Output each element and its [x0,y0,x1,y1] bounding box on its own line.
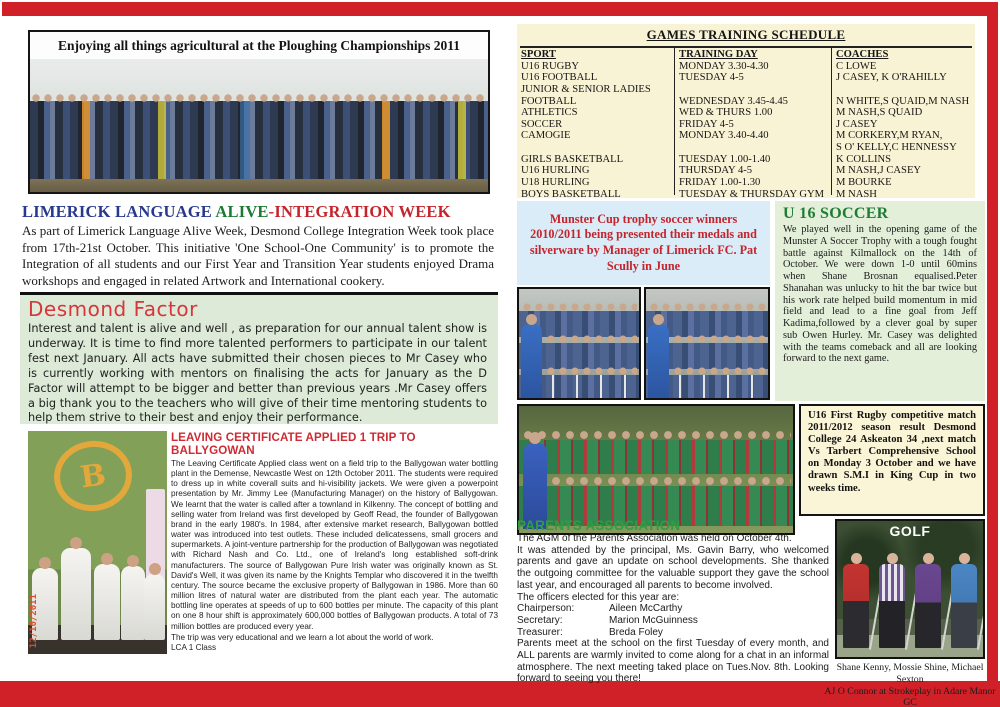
rugby-result-text: U16 First Rugby competitive match 2011/2012 season result Desmond College 24 Askeaton 34 ,next match Vs Tarbert Comprehensive School on Monday 3 October and we have drawn S.M.I in King Cup in two weeks time. [808,410,976,494]
ploughing-caption: Enjoying all things agricultural at the Ploughing Championships 2011 [30,32,488,59]
desmond-factor-title: Desmond Factor [28,297,198,321]
parents-agm-line: The AGM of the Parents Association was held on October 4th. [517,533,792,544]
desmond-factor-box [20,292,498,424]
title-part-integration: -INTEGRATION WEEK [268,202,451,221]
header-coaches: COACHES [836,49,889,60]
munster-cup-caption: Munster Cup trophy soccer winners 2010/2011 being presented their medals and silverware by Manager of Limerick FC. Pat Scully in June [529,211,758,273]
golf-label: GOLF [889,523,931,539]
officer-name: Aileen McCarthy [609,603,683,615]
team-scene [646,289,768,398]
officer-role: Secretary: [517,614,563,626]
coach-figure [521,324,542,398]
ploughing-photo [28,30,490,194]
rugby-result-box [799,404,985,516]
schedule-row: U16 FOOTBALL TUESDAY 4-5 J CASEY, K O'RAHILLY [521,72,947,84]
officer-name: Breda Foley [609,626,663,638]
officer-row [517,627,829,639]
rugby-team-photo [517,404,795,535]
crowd-scene [30,59,488,192]
golf-photo [835,519,985,659]
parents-paragraph: It was attended by the principal, Ms. Gavin Barry, who welcomed parents and gave an update on school developments. She thanked the outgoing committee for the valuable support they gave the school last year, and encouraged all parents to become involved. [517,544,829,591]
schedule-row: ATHLETICS WED & THURS 1.00 M NASH,S QUAID [521,107,923,119]
u16-soccer-paragraph: We played well in the opening game of the Munster A Soccer Trophy with a tough fought battle against Kilmallock on the 14th of October. We were down 1-0 until 60mins when Shane Brosnan equalised.Peter Shanahan was unlucky to hit the bar twice but his work rate helped build momentum in mid field and lead to a fine goal from Jeff Kadima,followed by a clever goal by super sub Owen Hurley. Mr. Casey was delighted with the teams comeback and all are looking forward to the next game. [783,224,977,365]
title-part-alive: ALIVE [215,202,269,221]
desmond-factor-paragraph: Interest and talent is alive and well , as preparation for our annual talent show is underway. It is time to find more talented performers to participate in our talent fest next January. All acts have submitted their chosen pieces to Mr Casey who is currently working with mentors on finalising the acts for January as the D Factor will attempt to be bigger and better than previous years .Mr Casey offers a big thank you to the teachers who will give of their time mentoring students to help them strive to their best and enjoy their performance. [28,322,487,425]
officer-row [517,615,829,627]
schedule-row: U18 HURLING FRIDAY 1.00-1.30 M BOURKE [521,177,892,189]
schedule-row: S O' KELLY,C HENNESSY [836,142,957,154]
schedule-header-row [517,49,975,61]
top-border-band [2,2,998,16]
coach-figure [648,324,669,398]
parents-association-title: PARENTS ASSOCIATION [517,518,681,533]
header-training-day: TRAINING DAY [679,49,758,60]
schedule-title: GAMES TRAINING SCHEDULE [646,27,846,42]
golf-caption-line1: Shane Kenny, Mossie Shine, Michael Sexton [836,662,984,685]
coach-figure [523,443,547,529]
team-scene [519,406,793,533]
golfer-figure [951,564,977,648]
ballygowan-byline: LCA 1 Class [171,642,217,652]
golf-caption [823,662,997,707]
parents-association-section [517,518,829,685]
integration-week-title [22,202,494,222]
schedule-row: FOOTBALL WEDNESDAY 3.45-4.45 N WHITE,S QUAID,M NASH [521,95,970,107]
officer-name: Marion McGuinness [609,614,698,626]
schedule-row: U16 RUGBY MONDAY 3.30-4.30 C LOWE [521,60,877,72]
ballygowan-title: LEAVING CERTIFICATE APPLIED 1 TRIP TO BALLYGOWAN [171,431,416,457]
schedule-grid [517,49,975,200]
schedule-rule [520,46,972,48]
soccer-team-photo-left [517,287,641,400]
ground-strip [30,179,488,192]
ballygowan-closing: The trip was very educational and we learn a lot about the world of work. [171,632,434,642]
team-scene [519,289,639,398]
crowd-figures [30,101,488,179]
games-training-schedule [517,24,975,198]
schedule-row: U16 HURLING THURSDAY 4-5 M NASH,J CASEY [521,165,922,177]
golfer-figure [879,564,905,648]
person-figure [121,566,145,640]
officer-role: Chairperson: [517,603,575,615]
officer-row [517,603,829,615]
person-figure [94,564,120,640]
title-part-limerick: LIMERICK LANGUAGE [22,202,216,221]
soccer-team-photo-right [644,287,770,400]
golfer-figure [843,564,869,648]
schedule-row: SOCCER FRIDAY 4-5 J CASEY [521,118,878,130]
person-figure [144,574,165,640]
ballygowan-article [171,431,498,653]
team-row [519,440,793,474]
logo-letter: B [78,456,108,496]
schedule-row: BOYS BASKETBALL TUESDAY & THURSDAY GYM M NASH [521,188,877,200]
schedule-row: CAMOGIE MONDAY 3.40-4.40 M CORKERY,M RYAN, [521,130,943,142]
ballygowan-photo [28,431,167,654]
ballygowan-paragraph: The Leaving Certificate Applied class went on a field trip to the Ballygowan water bottling plant in the Demense, Newcastle West on 12th October 2011. The students were required to dress up in white coverall suits and hi-visibility jackets. We were given a powerpoint presentation by Mr. Jimmy Lee (Manufacturing Manager) on the history of Ballygowan. We learnt that the water is called after a townland in Kilkenny. The concept of bottling and selling water from Ireland was first developed by Geoff Read, the founder of Ballygowan brand in the early 1980's. In 1984, after extensive market research, Ballygowan bottled water was introduced into test outlets. These included delicatessens, small grocers and supermarkets. A joint-venture partnership for the production of Ballygowan was negotiated with Richard Nash and Co. Ltd., one of Ireland's long established soft-drink manufacturers. The source of Ballygowan Pure Irish water was originally known as St. David's Well, it was given its name by the Knights Templar who discovered it in the twelfth century. The source became the exclusive property of Ballygowan in 1986. More than 60 million litres of natural water are distributed from the plant each year. The automatic bottling line operates at speeds of up to 600 bottles per minute. The capacity of this plant on one 8 hour shift is approximately 600,000 bottles of Ballygowan products. A total of 73 million bottles are produced every year. [171,459,498,631]
ballygowan-b-logo [50,436,137,516]
golf-scene [837,521,983,657]
right-border-band [987,16,998,681]
golf-caption-line2: AJ O Connor at Strokeplay in Adare Manor GC [824,685,996,707]
schedule-row: JUNIOR & SENIOR LADIES [521,83,651,95]
header-sport: SPORT [521,49,556,60]
u16-soccer-title: U 16 SOCCER [783,205,889,222]
person-figure [61,548,91,640]
schedule-row: GIRLS BASKETBALL TUESDAY 1.00-1.40 K COLLINS [521,153,892,165]
officer-role: Treasurer: [517,626,563,638]
photo-timestamp: 12/10/2011 [29,593,39,648]
u16-soccer-box [775,201,985,401]
munster-cup-caption-box [517,201,770,285]
golfer-figure [915,564,941,648]
officers-intro: The officers elected for this year are: [517,591,680,603]
integration-week-paragraph: As part of Limerick Language Alive Week, Desmond College Integration Week took place from 17th-21st October. This initiative 'One School-One Community' is to promote the Integration of all students and our First Year and Transition Year students enjoyed Drama workshops and engaged in related Artwork and International cookery. [22,223,494,288]
parents-closing: Parents meet at the school on the first Tuesday of every month, and ALL parents are warmly invited to come along for a chat in an informal atmosphere. The next meeting taked place on Tues.Nov. 8th. Looking forward to seeing you there! [517,638,829,685]
